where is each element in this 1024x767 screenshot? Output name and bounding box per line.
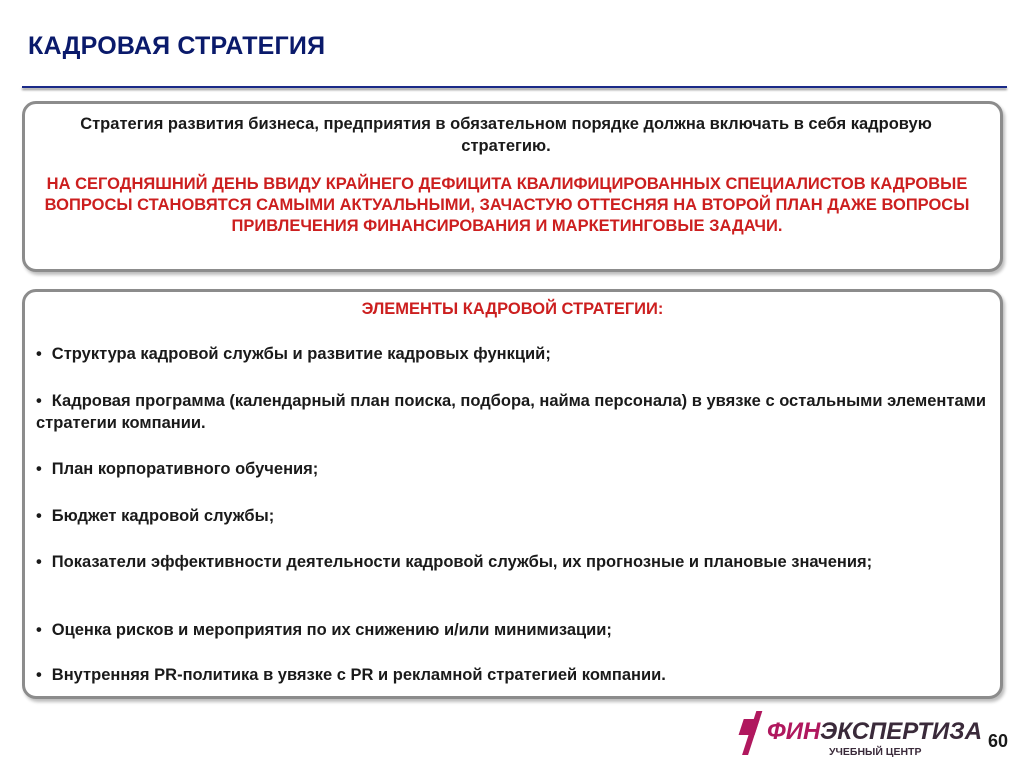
list-item	[36, 664, 986, 686]
list-item	[36, 505, 986, 527]
bullet: •	[36, 621, 42, 639]
highlight-text: НА СЕГОДНЯШНИЙ ДЕНЬ ВВИДУ КРАЙНЕГО ДЕФИЦИТА КВАЛИФИЦИРОВАННЫХ СПЕЦИАЛИСТОВ КАДРОВЫЕ ВОПРОСЫ СТАНОВЯТСЯ САМЫМИ АКТУАЛЬНЫМИ, ЗАЧАСТУЮ ОТТЕСНЯЯ НА ВТОРОЙ ПЛАН ДАЖЕ ВОПРОСЫ ПРИВЛЕЧЕНИЯ ФИНАНСИРОВАНИЯ И МАРКЕТИНГОВЫЕ ЗАДАЧИ.	[44, 175, 970, 235]
list-item-text: Внутренняя PR-политика в увязке с PR и рекламной стратегией компании.	[51, 666, 666, 684]
bullet: •	[36, 553, 42, 571]
finexpertiza-logo	[743, 709, 983, 759]
elements-heading: ЭЛЕМЕНТЫ КАДРОВОЙ СТРАТЕГИИ:	[361, 300, 664, 318]
bullet: •	[36, 507, 42, 525]
list-item-text: Структура кадровой службы и развитие кадровых функций;	[51, 345, 551, 363]
list-item-text: Кадровая программа (календарный план поиска, подбора, найма персонала) в увязке с остальными элементами стратегии компании.	[36, 392, 986, 432]
intro-text: Стратегия развития бизнеса, предприятия в обязательном порядке должна включать в себя кадровую стратегию.	[80, 115, 932, 155]
page-number: 60	[987, 731, 1008, 751]
logo-brand-left: ФИН	[767, 718, 821, 745]
list-item	[36, 343, 986, 365]
title-divider	[22, 86, 1007, 88]
logo-subtitle: УЧЕБНЫЙ ЦЕНТР	[829, 746, 922, 758]
bullet: •	[36, 392, 42, 410]
list-item	[36, 619, 986, 641]
bullet: •	[36, 666, 42, 684]
list-item-text: План корпоративного обучения;	[51, 460, 319, 478]
list-item	[36, 458, 986, 480]
list-item-text: Показатели эффективности деятельности кадровой службы, их прогнозные и плановые значения;	[51, 553, 873, 571]
logo-brand-right: ЭКСПЕРТИЗА	[820, 718, 983, 745]
slide-title: КАДРОВАЯ СТРАТЕГИЯ	[28, 32, 326, 60]
bullet: •	[36, 460, 42, 478]
list-item-text: Бюджет кадровой службы;	[51, 507, 275, 525]
bullet: •	[36, 345, 42, 363]
list-item-text: Оценка рисков и мероприятия по их снижению и/или минимизации;	[51, 621, 612, 639]
list-item	[36, 390, 986, 434]
list-item	[36, 551, 986, 573]
